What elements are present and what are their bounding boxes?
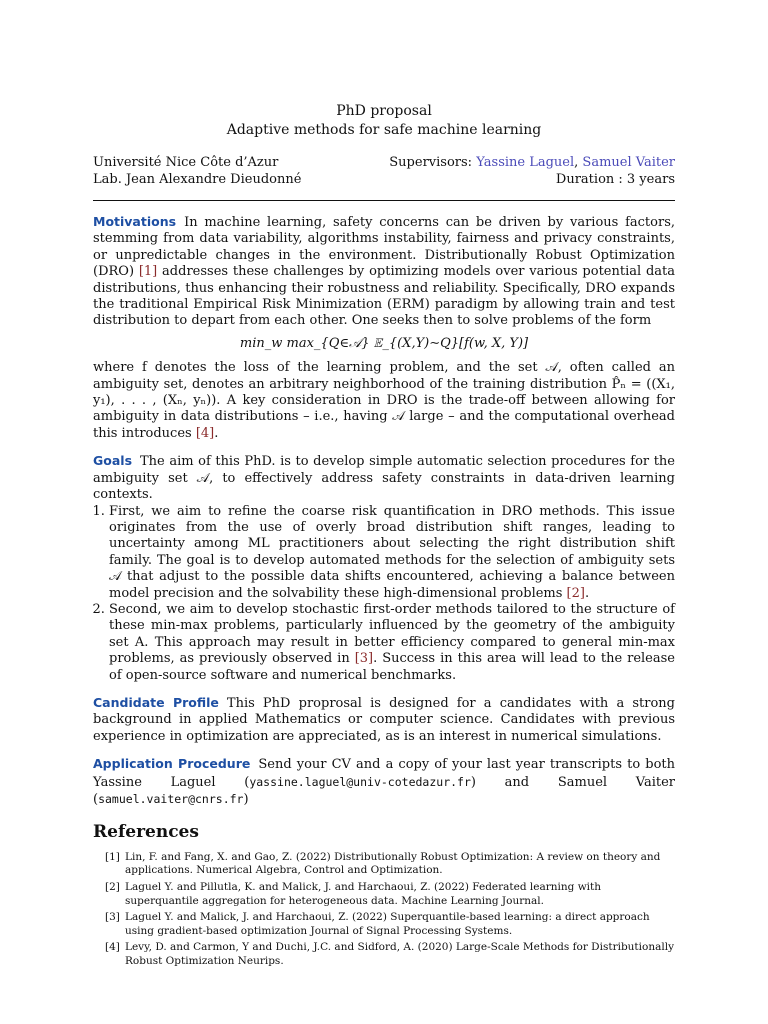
motivations-text-1a: In machine learning, safety concerns can be driven by various factors, stemming from data variability, algorithms instability, fairness and privacy constraints, or unpredictable changes in the environment. Distributionally Robust Optimization (DRO) bbox=[93, 215, 675, 280]
reference-text: Lin, F. and Fang, X. and Gao, Z. (2022) Distributionally Robust Optimization: A review on theory and applications. Numerical Algebra, Control and Optimization. bbox=[125, 850, 661, 877]
motivations-section bbox=[93, 214, 675, 442]
reference-item bbox=[93, 881, 675, 908]
supervisors-label: Supervisors: bbox=[389, 155, 473, 170]
supervisor-link-1[interactable]: Yassine Laguel bbox=[476, 155, 575, 170]
candidate-section bbox=[93, 695, 675, 745]
candidate-text: This PhD proprosal is designed for a candidates with a strong background in applied Mathematics or computer science. Candidates with previous experience in optimization are appreciated, as is an interest in numerical simulations. bbox=[93, 695, 675, 744]
goal-2-text-b: . Success in this area will lead to the release of open-source software and numerical benchmarks. bbox=[109, 651, 675, 683]
duration: Duration : 3 years bbox=[555, 172, 675, 187]
candidate-heading: Candidate Profile bbox=[93, 694, 219, 710]
goals-section bbox=[93, 453, 675, 684]
email-link-1[interactable]: yassine.laguel@univ-cotedazur.fr bbox=[249, 774, 471, 789]
motivations-text-2b: . bbox=[214, 425, 219, 441]
lab: Lab. Jean Alexandre Dieudonné bbox=[93, 172, 302, 187]
header-divider bbox=[93, 200, 675, 201]
meta-row-2 bbox=[93, 171, 675, 188]
citation-link-2[interactable]: [2] bbox=[566, 585, 585, 601]
application-text-3: ) bbox=[243, 792, 249, 807]
reference-item bbox=[93, 941, 675, 968]
citation-link-3[interactable]: [3] bbox=[354, 651, 374, 667]
citation-link-4[interactable]: [4] bbox=[195, 425, 215, 441]
supervisor-link-2[interactable]: Samuel Vaiter bbox=[582, 155, 675, 170]
university: Université Nice Côte d’Azur bbox=[93, 155, 279, 170]
reference-number: [2] bbox=[105, 881, 120, 893]
email-link-2[interactable]: samuel.vaiter@cnrs.fr bbox=[98, 792, 244, 806]
goals-list bbox=[93, 504, 675, 684]
goals-heading: Goals bbox=[93, 453, 133, 469]
reference-text: Laguel Y. and Pillutla, K. and Malick, J. and Harchaoui, Z. (2022) Federated learning with superquantile aggregation for heterogeneous data. Machine Learning Journal. bbox=[125, 881, 602, 907]
reference-text: Levy, D. and Carmon, Y and Duchi, J.C. and Sidford, A. (2020) Large-Scale Methods for Distributionally Robust Optimization Neurips. bbox=[125, 941, 674, 967]
goal-1-text-a: First, we aim to refine the coarse risk quantification in DRO methods. This issue originates from the use of overly broad distribution shift ranges, leading to uncertainty among ML practitioners about selecting the right distribution shift family. The goal is to develop automated methods for the selection of ambiguity sets 𝒜 that adjust to the possible data shifts encountered, achieving a balance between model precision and the solvability these high-dimensional problems bbox=[109, 503, 675, 601]
goals-intro: The aim of this PhD. is to develop simple automatic selection procedures for the ambiguity set 𝒜, to effectively address safety constraints in data-driven learning contexts. bbox=[93, 454, 675, 503]
reference-text: Laguel Y. and Malick, J. and Harchaoui, Z. (2022) Superquantile-based learning: a direct approach using gradient-based optimization Journal of Signal Processing Systems. bbox=[125, 911, 650, 937]
citation-link-1[interactable]: [1] bbox=[138, 264, 158, 280]
motivations-text-2a: where f denotes the loss of the learning problem, and the set 𝒜, often called an ambiguity set, denotes an arbitrary neighborhood of the training distribution P̂ₙ = ((X₁, y₁), . . . , (Xₙ, yₙ)). A key consideration in DRO is the trade-off between allowing for ambiguity in data distributions – i.e., having 𝒜 large – and the computational overhead this introduces bbox=[93, 360, 675, 441]
document-page bbox=[93, 102, 675, 972]
reference-number: [3] bbox=[105, 911, 120, 924]
goal-item-1 bbox=[109, 504, 675, 602]
meta-row-1 bbox=[93, 154, 675, 171]
goal-1-text-b: . bbox=[584, 585, 590, 601]
reference-item bbox=[93, 851, 675, 878]
title-block bbox=[93, 102, 675, 140]
references-list bbox=[93, 851, 675, 969]
references-heading: References bbox=[93, 822, 199, 843]
goal-2-text-a: Second, we aim to develop stochastic first-order methods tailored to the structure of these min-max problems, particularly influenced by the geometry of the ambiguity set A. This approach may result in better efficiency compared to general min-max problems, as previously observed in bbox=[109, 601, 675, 667]
motivations-text-1b: addresses these challenges by optimizing models over various potential data distributions, thus enhancing their robustness and reliability. Specifically, DRO expands the traditional Empirical Risk Minimization (ERM) paradigm by allowing train and test distribution to depart from each other. One seeks then to solve problems of the form bbox=[93, 264, 675, 329]
goal-item-2 bbox=[109, 602, 675, 684]
reference-number: [4] bbox=[105, 941, 120, 954]
supervisors bbox=[389, 154, 675, 171]
application-text-1: Send your CV and a copy of your last year transcripts to both Yassine Laguel ( bbox=[93, 757, 675, 790]
application-heading: Application Procedure bbox=[93, 756, 251, 772]
reference-item bbox=[93, 911, 675, 938]
application-text-2: ) and Samuel Vaiter ( bbox=[93, 774, 675, 807]
reference-number: [1] bbox=[105, 850, 120, 863]
document-type: PhD proposal bbox=[336, 103, 432, 119]
supervisor-separator: , bbox=[574, 155, 583, 170]
document-title: Adaptive methods for safe machine learning bbox=[226, 122, 542, 138]
application-section bbox=[93, 756, 675, 808]
dro-equation: min_w max_{Q∈𝒜} 𝔼_{(X,Y)∼Q}[f(w, X, Y)] bbox=[239, 335, 529, 351]
motivations-heading: Motivations bbox=[93, 214, 177, 229]
